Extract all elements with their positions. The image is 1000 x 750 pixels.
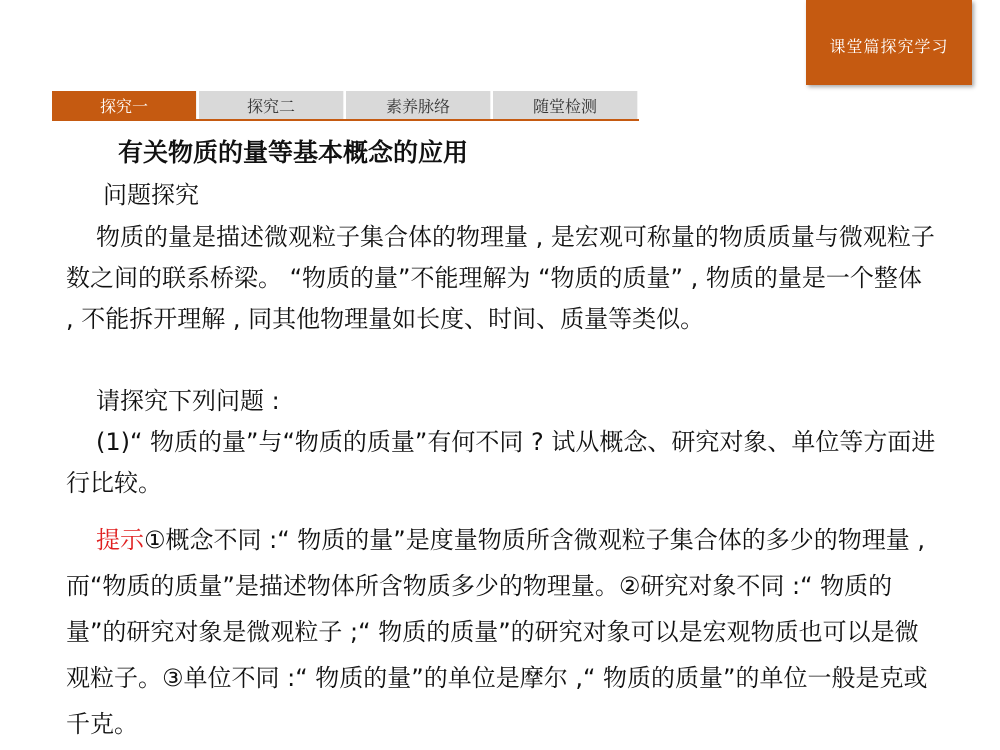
hint-paragraph: [66, 517, 936, 747]
tab-explore-1[interactable]: 探究一: [52, 91, 197, 119]
tab-bar: [52, 91, 640, 119]
tab-underline: [52, 119, 639, 121]
section-subtitle: 问题探究: [103, 181, 199, 209]
hint-label: 提示: [96, 526, 144, 554]
intro-paragraph: 物质的量是描述微观粒子集合体的物理量 , 是宏观可称量的物质质量与微观粒子数之间的联系桥梁。 “物质的量”不能理解为 “物质的质量” , 物质的量是一个整体 , 不能拆开理解 , 同其他物理量如长度、时间、质量等类似。: [66, 223, 935, 333]
section-badge-label: 课堂篇探究学习: [829, 37, 949, 56]
tab-explore-2[interactable]: 探究二: [199, 91, 344, 119]
page-title: 有关物质的量等基本概念的应用: [118, 138, 469, 167]
question-paragraph: (1)“ 物质的量”与“物质的质量”有何不同 ? 试从概念、研究对象、单位等方面进行比较。: [66, 428, 936, 497]
tab-class-test[interactable]: 随堂检测: [493, 91, 638, 119]
prompt-paragraph: 请探究下列问题 :: [96, 387, 280, 415]
section-badge: [806, 0, 972, 85]
tab-literacy-map[interactable]: 素养脉络: [346, 91, 491, 119]
hint-text: ①概念不同 :“ 物质的量”是度量物质所含微观粒子集合体的多少的物理量 , 而“物质的质量”是描述物体所含物质多少的物理量。②研究对象不同 :“ 物质的量”的研究对象是微观粒子 ;“ 物质的质量”的研究对象可以是宏观物质也可以是微观粒子。③单位不同 :“ 物质的量”的单位是摩尔 ,“ 物质的质量”的单位一般是克或千克。: [66, 526, 928, 738]
